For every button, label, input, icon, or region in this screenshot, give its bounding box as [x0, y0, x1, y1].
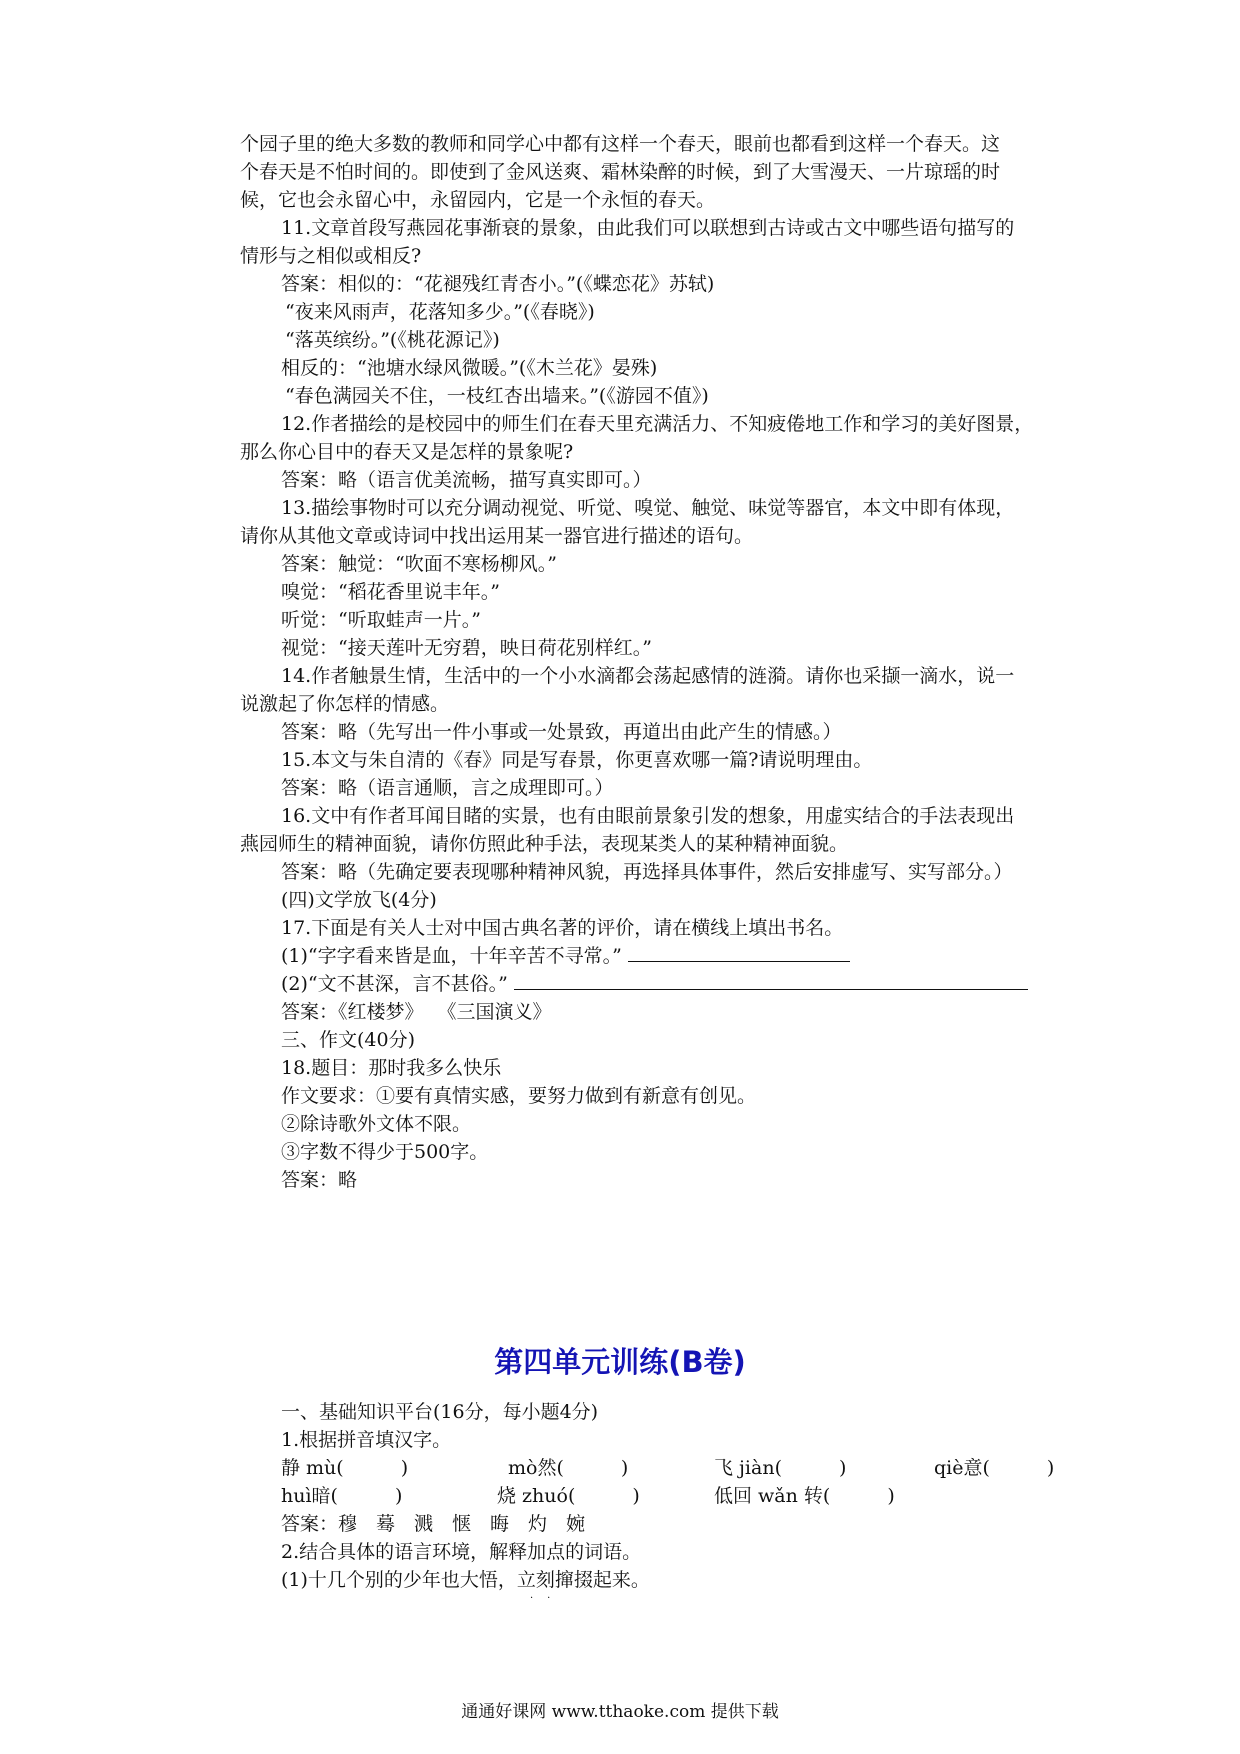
question-17-2-text: (2)“文不甚深，言不甚俗。”: [281, 973, 508, 995]
question-12-cont: 那么你心目中的春天又是怎样的景象呢?: [240, 441, 574, 463]
question-18: 18.题目：那时我多么快乐: [281, 1057, 502, 1079]
answer-17: [281, 998, 552, 1026]
answer-13-line: 听觉：“听取蛙声一片。”: [281, 609, 481, 631]
answer-15: 答案：略（语言通顺，言之成理即可。）: [281, 777, 614, 799]
question-14-cont: 说激起了你怎样的情感。: [240, 693, 450, 715]
answer-17-second: 《三国演义》: [437, 1001, 552, 1023]
pinyin-item: qiè意( ): [934, 1457, 1055, 1479]
page-footer: 通通好课网 www.tthaoke.com 提供下载: [461, 1702, 779, 1722]
answer-17-first: 答案：《红楼梦》: [281, 1001, 424, 1023]
requirement-3: ③字数不得少于500字。: [281, 1141, 489, 1163]
question-17-1-text: (1)“字字看来皆是血，十年辛苦不寻常。”: [281, 945, 622, 967]
answer-blank-1[interactable]: [628, 943, 850, 962]
question-12: 12.作者描绘的是校园中的师生们在春天里充满活力、不知疲倦地工作和学习的美好图景，: [281, 413, 1034, 435]
answer-18: 答案：略: [281, 1169, 358, 1191]
answer-11-line: “春色满园关不住，一枝红杏出墙来。”(《游园不值》): [285, 385, 709, 407]
pinyin-item: huì暗( ): [281, 1485, 403, 1507]
section-b-question-1: 1.根据拼音填汉字。: [281, 1429, 452, 1451]
answer-13-line: 嗅觉：“稻花香里说丰年。”: [281, 581, 500, 603]
requirement-2: ②除诗歌外文体不限。: [281, 1113, 472, 1135]
pinyin-item: 低回 wǎn 转( ): [714, 1485, 895, 1507]
section-b-part-1-heading: 一、基础知识平台(16分，每小题4分): [281, 1401, 599, 1423]
paragraph-line: 候，它也会永留心中，永留园内，它是一个永恒的春天。: [240, 189, 716, 211]
section-b-question-2-1: (1)十几个别的少年也大悟，立刻撺掇起来。: [281, 1569, 650, 1591]
question-17-2: [281, 970, 1028, 998]
pinyin-item: 飞 jiàn( ): [714, 1457, 847, 1479]
answer-13-line: 视觉：“接天莲叶无穷碧，映日荷花别样红。”: [281, 637, 652, 659]
question-14: 14.作者触景生情，生活中的一个小水滴都会荡起感情的涟漪。请你也采撷一滴水，说一: [281, 665, 1015, 687]
pinyin-item: 静 mù( ): [281, 1457, 409, 1479]
question-11-cont: 情形与之相似或相反?: [240, 245, 422, 267]
paragraph-line: 个园子里的绝大多数的教师和同学心中都有这样一个春天，眼前也都看到这样一个春天。这: [240, 133, 1001, 155]
pinyin-item: 烧 zhuó( ): [497, 1485, 640, 1507]
question-16-cont: 燕园师生的精神面貌，请你仿照此种手法，表现某类人的某种精神面貌。: [240, 833, 849, 855]
answer-13: 答案：触觉：“吹面不寒杨柳风。”: [281, 553, 557, 575]
answer-14: 答案：略（先写出一件小事或一处景致，再道出由此产生的情感。）: [281, 721, 842, 743]
question-15: 15.本文与朱自清的《春》同是写春景，你更喜欢哪一篇?请说明理由。: [281, 749, 873, 771]
section-b-question-2: 2.结合具体的语言环境，解释加点的词语。: [281, 1541, 642, 1563]
question-17-1: [281, 942, 850, 970]
section-3-heading: 三、作文(40分): [281, 1029, 416, 1051]
answer-11-line: 相反的：“池塘水绿风微暖。”(《木兰花》晏殊): [281, 357, 658, 379]
pinyin-item: mò然( ): [508, 1457, 629, 1479]
answer-11: 答案：相似的：“花褪残红青杏小。”(《蝶恋花》苏轼): [281, 273, 715, 295]
question-16: 16.文中有作者耳闻目睹的实景，也有由眼前景象引发的想象，用虚实结合的手法表现出: [281, 805, 1015, 827]
section-4-heading: (四)文学放飞(4分): [281, 889, 437, 911]
answer-blank-2[interactable]: [514, 971, 1028, 990]
answer-12: 答案：略（语言优美流畅，描写真实即可。）: [281, 469, 652, 491]
section-b-title: 第四单元训练(B卷): [494, 1345, 746, 1379]
section-b-answer-1: 答案：穆 蓦 溅 惬 晦 灼 婉: [281, 1513, 586, 1535]
emphasis-dots: ··: [530, 1593, 565, 1604]
question-13: 13.描绘事物时可以充分调动视觉、听觉、嗅觉、触觉、味觉等器官，本文中即有体现，: [281, 497, 1015, 519]
question-17: 17.下面是有关人士对中国古典名著的评价，请在横线上填出书名。: [281, 917, 844, 939]
requirement-1: 作文要求：①要有真情实感，要努力做到有新意有创见。: [281, 1085, 757, 1107]
answer-11-line: “落英缤纷。”(《桃花源记》): [285, 329, 500, 351]
answer-11-line: “夜来风雨声，花落知多少。”(《春晓》): [285, 301, 595, 323]
answer-16: 答案：略（先确定要表现哪种精神风貌，再选择具体事件，然后安排虚写、实写部分。）: [281, 861, 1013, 883]
question-13-cont: 请你从其他文章或诗词中找出运用某一器官进行描述的语句。: [240, 525, 754, 547]
paragraph-line: 个春天是不怕时间的。即使到了金风送爽、霜林染醉的时候，到了大雪漫天、一片琼瑶的时: [240, 161, 1001, 183]
question-11: 11.文章首段写燕园花事渐衰的景象，由此我们可以联想到古诗或古文中哪些语句描写的: [281, 217, 1015, 239]
